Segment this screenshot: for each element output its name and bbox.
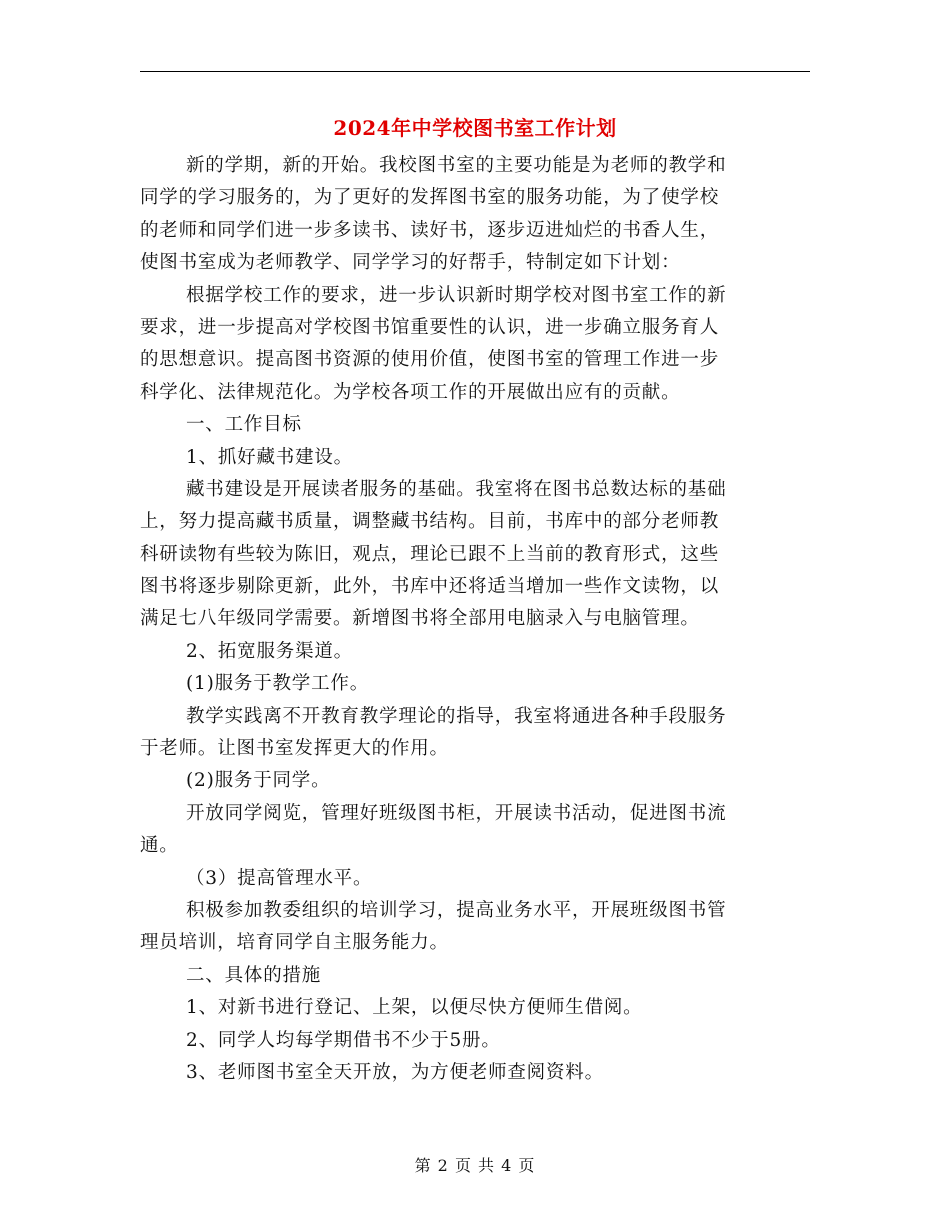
paragraph-line: 要求，进一步提高对学校图书馆重要性的认识，进一步确立服务育人: [140, 316, 720, 338]
document-body: [140, 150, 810, 1089]
header-rule: [140, 71, 810, 72]
paragraph-line: 的思想意识。提高图书资源的使用价值，使图书室的管理工作进一步: [140, 349, 720, 371]
paragraph-line: 藏书建设是开展读者服务的基础。我室将在图书总数达标的基础: [186, 478, 727, 500]
paragraph-line: 科研读物有些较为陈旧，观点，理论已跟不上当前的教育形式，这些: [140, 543, 720, 565]
document-title: 2024年中学校图书室工作计划: [333, 116, 617, 140]
paragraph-line: 的老师和同学们进一步多读书、读好书，逐步迈进灿烂的书香人生，: [140, 219, 720, 241]
paragraph-line: 满足七八年级同学需要。新增图书将全部用电脑录入与电脑管理。: [140, 608, 700, 630]
paragraph-line: 理员培训，培育同学自主服务能力。: [140, 932, 449, 954]
paragraph-line: 通。: [140, 835, 179, 857]
paragraph-line: 科学化、法律规范化。为学校各项工作的开展做出应有的贡献。: [140, 381, 681, 403]
paragraph-line: 图书将逐步剔除更新，此外，书库中还将适当增加一些作文读物，以: [140, 576, 720, 598]
paragraph-line: 新的学期，新的开始。我校图书室的主要功能是为老师的教学和: [186, 155, 727, 176]
list-item: 2、同学人均每学期借书不少于5册。: [186, 1029, 501, 1051]
paragraph-line: 积极参加教委组织的培训学习，提高业务水平，开展班级图书管: [186, 899, 727, 921]
paragraph-line: 使图书室成为老师教学、同学学习的好帮手，特制定如下计划：: [140, 252, 681, 274]
paragraph-line: 教学实践离不开教育教学理论的指导，我室将通进各种手段服务: [186, 705, 727, 727]
page-number: 第 2 页 共 4 页: [414, 1156, 536, 1175]
section-heading: 二、具体的措施: [186, 964, 322, 986]
subsection-heading: （3）提高管理水平。: [186, 867, 373, 889]
subsection-heading: (1)服务于教学工作。: [186, 673, 370, 695]
paragraph-line: 根据学校工作的要求，进一步认识新时期学校对图书室工作的新: [186, 284, 727, 306]
list-item: 1、对新书进行登记、上架，以便尽快方便师生借阅。: [186, 997, 643, 1019]
paragraph-line: 同学的学习服务的，为了更好的发挥图书室的服务功能，为了使学校: [140, 187, 720, 209]
paragraph-line: 开放同学阅览，管理好班级图书柜，开展读书活动，促进图书流: [186, 802, 727, 824]
subsection-heading: 2、拓宽服务渠道。: [186, 640, 353, 662]
paragraph-line: 于老师。让图书室发挥更大的作用。: [140, 738, 449, 760]
paragraph-line: 上，努力提高藏书质量，调整藏书结构。目前，书库中的部分老师教: [140, 511, 720, 533]
section-heading: 一、工作目标: [186, 414, 302, 436]
subsection-heading: (2)服务于同学。: [186, 770, 331, 792]
list-item: 3、老师图书室全天开放，为方便老师查阅资料。: [186, 1061, 604, 1083]
subsection-heading: 1、抓好藏书建设。: [186, 446, 353, 468]
